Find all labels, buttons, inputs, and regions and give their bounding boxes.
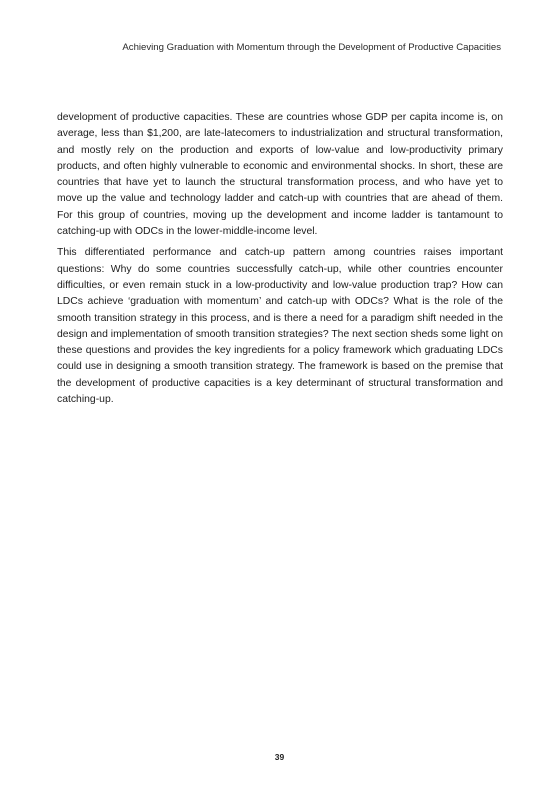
paragraph-2: This differentiated performance and catch-up pattern among countries raises important questions: Why do some countries successfully catch-up, while other countries encounter difficulties, or even remain stuck in a low-productivity and low-value production trap? How can LDCs achieve ‘graduation with momentum’ and catch-up with ODCs? What is the role of the smooth transition strategy in this process, and is there a need for a paradigm shift needed in the design and implementation of smooth transition strategies? The next section sheds some light on these questions and provides the key ingredients for a policy framework which graduating LDCs could use in designing a smooth transition strategy. The framework is based on the premise that the development of productive capacities is a key determinant of structural transformation and catching-up. [57, 247, 503, 406]
running-header: Achieving Graduation with Momentum through the Development of Productive Capacities [122, 42, 501, 53]
body-text [57, 110, 503, 408]
paragraph-1: development of productive capacities. These are countries whose GDP per capita income is, on average, less than $1,200, are late-latecomers to industrialization and structural transformation, and mostly rely on the production and exports of low-value and low-productivity primary products, and often highly vulnerable to economic and environmental shocks. In short, these are countries that have yet to launch the structural transformation process, and who have yet to move up the value and technology ladder and catch-up with countries that are ahead of them. For this group of countries, moving up the development and income ladder is tantamount to catching-up with ODCs in the lower-middle-income level. [57, 112, 503, 238]
page-number: 39 [274, 752, 285, 762]
